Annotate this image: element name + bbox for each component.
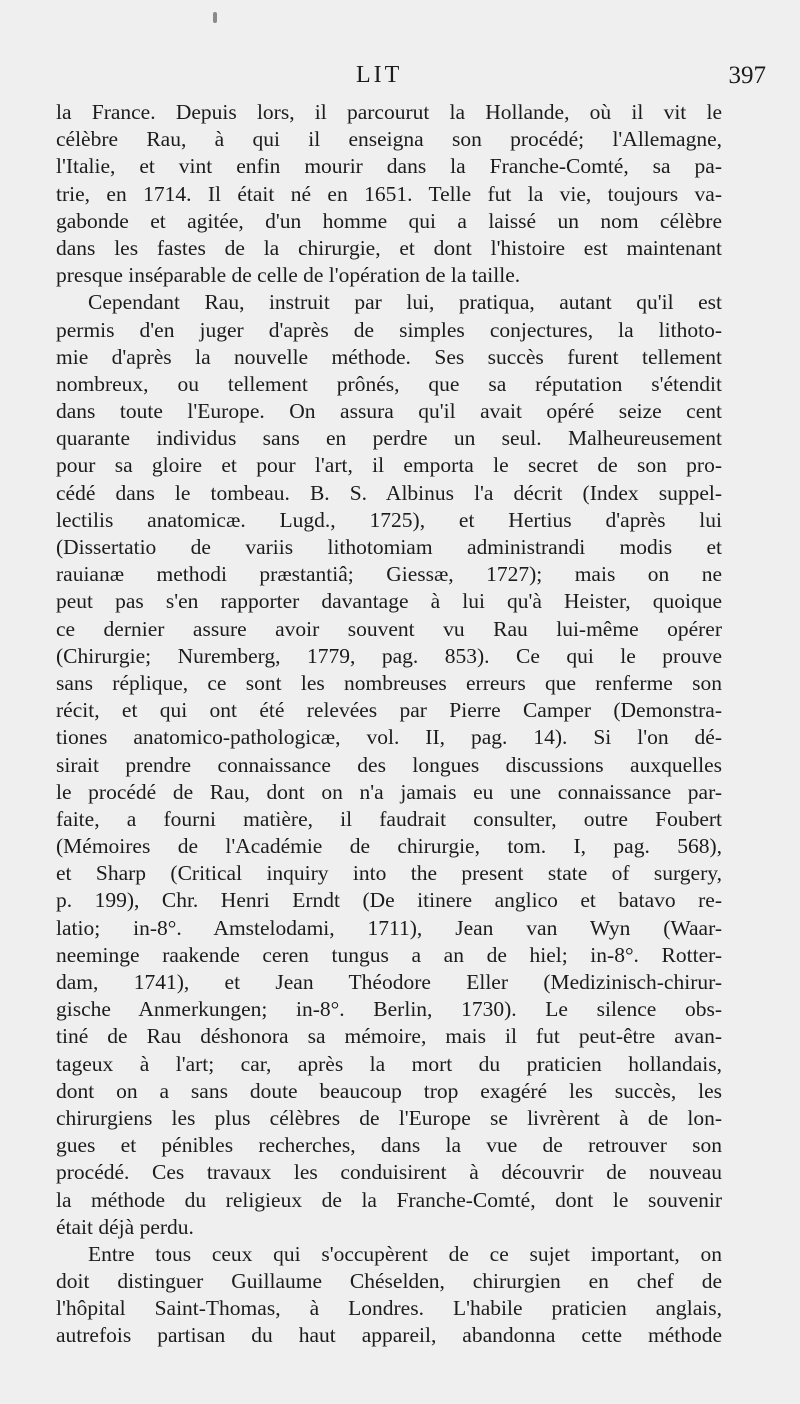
text-line: peut pas s'en rapporter davantage à lui qu'à Heister, quoique <box>56 589 722 614</box>
text-line: neeminge raakende ceren tungus a an de hiel; in-8°. Rotter- <box>56 942 722 967</box>
text-line: pour sa gloire et pour l'art, il emporta le secret de son pro- <box>56 453 722 478</box>
text-line: trie, en 1714. Il était né en 1651. Telle fut la vie, toujours va- <box>56 181 722 206</box>
text-line: célèbre Rau, à qui il enseigna son procédé; l'Allemagne, <box>56 127 722 152</box>
text-line: chirurgiens les plus célèbres de l'Europe se livrèrent à de lon- <box>56 1105 722 1130</box>
text-line: Entre tous ceux qui s'occupèrent de ce sujet important, on <box>88 1241 722 1266</box>
text-line: Cependant Rau, instruit par lui, pratiqua, autant qu'il est <box>88 290 722 315</box>
text-line: tiones anatomico-pathologicæ, vol. II, pag. 14). Si l'on dé- <box>56 725 722 750</box>
running-head: LIT <box>356 62 403 88</box>
text-line: et Sharp (Critical inquiry into the present state of surgery, <box>56 861 722 886</box>
text-line: était déjà perdu. <box>56 1214 194 1239</box>
text-line: dans toute l'Europe. On assura qu'il avait opéré seize cent <box>56 399 722 424</box>
text-line: sirait prendre connaissance des longues discussions auxquelles <box>56 752 722 777</box>
ink-speck <box>213 12 217 23</box>
text-line: procédé. Ces travaux les conduisirent à découvrir de nouveau <box>56 1160 722 1185</box>
body-text <box>56 99 722 1350</box>
text-line: autrefois partisan du haut appareil, abandonna cette méthode <box>56 1323 722 1348</box>
text-line: récit, et qui ont été relevées par Pierre Camper (Demonstra- <box>56 698 722 723</box>
paragraph <box>56 1241 722 1350</box>
text-line: gabonde et agitée, d'un homme qui a laissé un nom célèbre <box>56 208 722 233</box>
text-line: dont on a sans doute beaucoup trop exagéré les succès, les <box>56 1078 722 1103</box>
text-line: la France. Depuis lors, il parcourut la Hollande, où il vit le <box>56 100 722 124</box>
text-line: gues et pénibles recherches, dans la vue de retrouver son <box>56 1133 722 1158</box>
text-line: quarante individus sans en perdre un seul. Malheureusement <box>56 426 722 451</box>
page-header <box>0 60 800 96</box>
text-line: (Chirurgie; Nuremberg, 1779, pag. 853). Ce qui le prouve <box>56 643 722 668</box>
text-line: tageux à l'art; car, après la mort du praticien hollandais, <box>56 1051 722 1076</box>
paragraph <box>56 99 722 289</box>
text-line: gische Anmerkungen; in-8°. Berlin, 1730). Le silence obs- <box>56 997 722 1022</box>
text-line: permis d'en juger d'après de simples conjectures, la lithoto- <box>56 317 722 342</box>
text-line: rauianæ methodi præstantiâ; Giessæ, 1727); mais on ne <box>56 562 722 587</box>
text-line: p. 199), Chr. Henri Erndt (De itinere anglico et batavo re- <box>56 888 722 913</box>
page-number: 397 <box>728 62 766 89</box>
paragraph <box>56 289 722 1241</box>
text-line: lectilis anatomicæ. Lugd., 1725), et Hertius d'après lui <box>56 507 722 532</box>
text-line: ce dernier assure avoir souvent vu Rau lui-même opérer <box>56 616 722 641</box>
text-line: (Dissertatio de variis lithotomiam administrandi modis et <box>56 535 722 559</box>
text-line: le procédé de Rau, dont on n'a jamais eu une connaissance par- <box>56 779 722 804</box>
text-line: faite, a fourni matière, il faudrait consulter, outre Foubert <box>56 806 722 831</box>
text-line: l'Italie, et vint enfin mourir dans la Franche-Comté, sa pa- <box>56 154 722 179</box>
text-line: dans les fastes de la chirurgie, et dont l'histoire est maintenant <box>56 235 722 260</box>
text-line: tiné de Rau déshonora sa mémoire, mais il fut peut-être avan- <box>56 1024 722 1049</box>
text-line: la méthode du religieux de la Franche-Comté, dont le souvenir <box>56 1187 722 1212</box>
text-line: doit distinguer Guillaume Chéselden, chirurgien en chef de <box>56 1269 722 1294</box>
text-line: nombreux, ou tellement prônés, que sa réputation s'étendit <box>56 371 722 396</box>
text-line: (Mémoires de l'Académie de chirurgie, tom. I, pag. 568), <box>56 834 722 859</box>
text-line: mie d'après la nouvelle méthode. Ses succès furent tellement <box>56 344 722 369</box>
text-line: latio; in-8°. Amstelodami, 1711), Jean van Wyn (Waar- <box>56 915 722 940</box>
text-line: presque inséparable de celle de l'opération de la taille. <box>56 263 521 288</box>
text-line: dam, 1741), et Jean Théodore Eller (Medizinisch-chirur- <box>56 970 722 994</box>
text-line: cédé dans le tombeau. B. S. Albinus l'a décrit (Index suppel- <box>56 480 722 505</box>
text-line: sans réplique, ce sont les nombreuses erreurs que renferme son <box>56 670 722 695</box>
text-line: l'hôpital Saint-Thomas, à Londres. L'habile praticien anglais, <box>56 1296 722 1321</box>
